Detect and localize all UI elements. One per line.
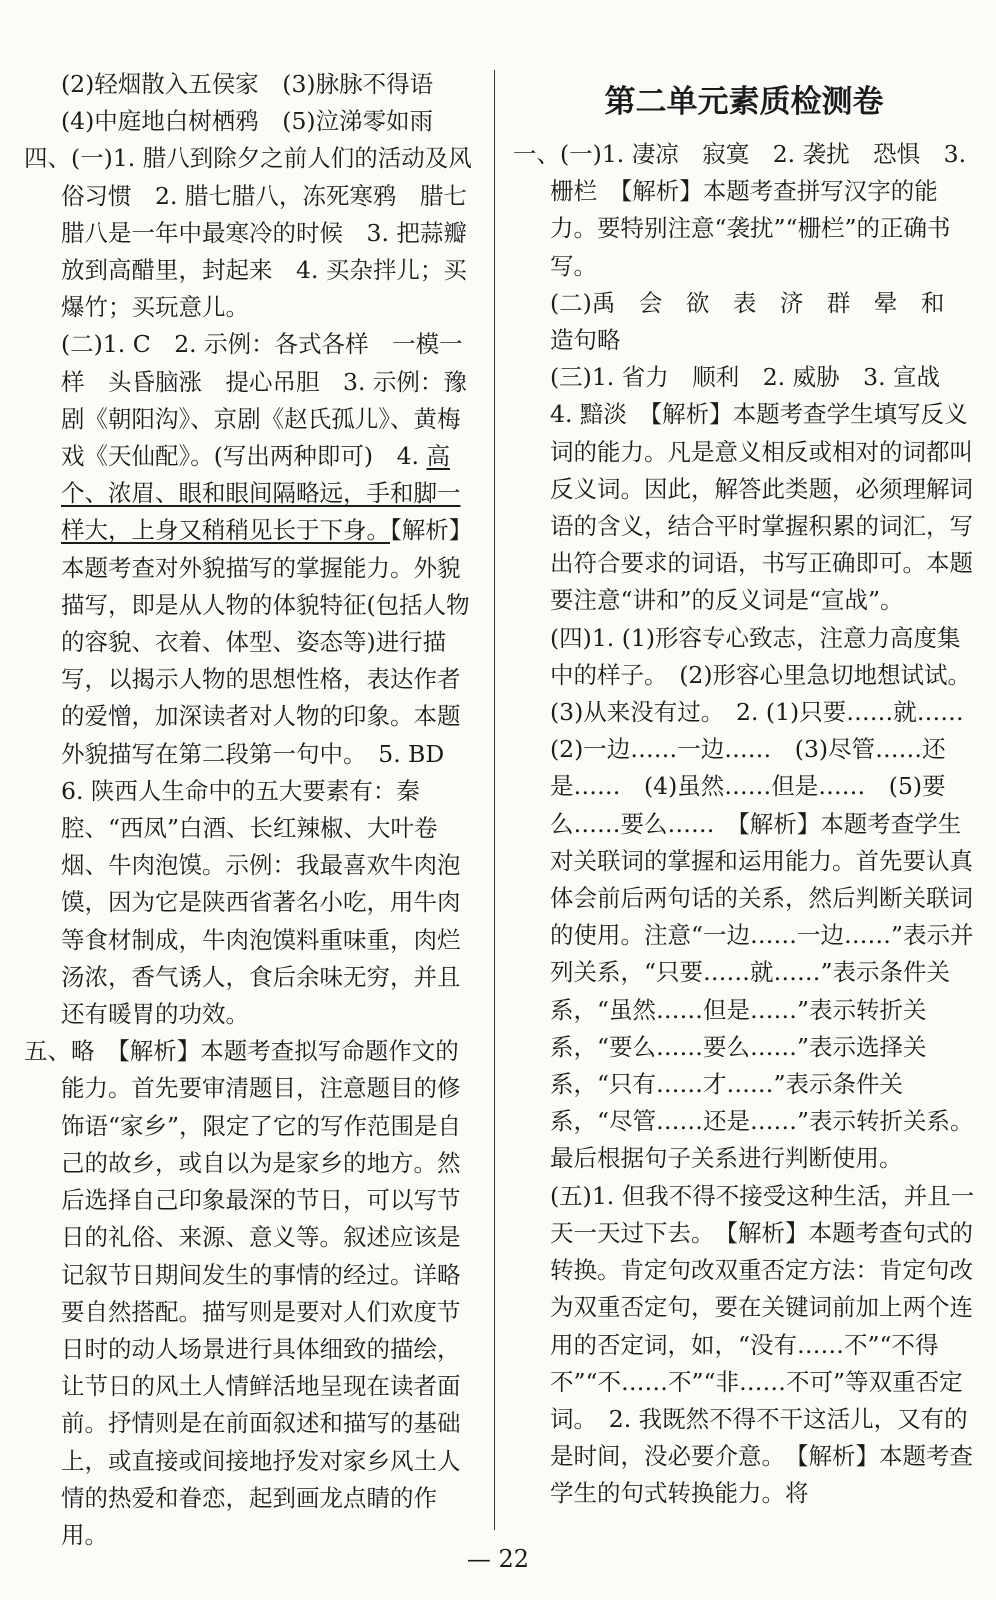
section-five: 五、略 【解析】本题考查拟写命题作文的能力。首先要审清题目，注意题目的修饰语“家乡”，限定了它的写作范围是自己的故乡，或自以为是家乡的地方。然后选择自己印象最深的节日，可以写节日的礼俗、来源、意义等。叙述应该是记叙节日期间发生的事情的经过。详略要自然搭配。描写则是要对人们欢度节日时的动人场景进行具体细致的描绘，让节日的风土人情鲜活地呈现在读者面前。抒情则是在前面叙述和描写的基础上，或直接或间接地抒发对家乡风土人情的热爱和眷恋，起到画龙点睛的作用。 [24,1037,462,1549]
answer-line: (2)轻烟散入五侯家 (3)脉脉不得语 [61,70,434,98]
right-column [513,76,988,1513]
answer-line: (4)中庭地白树栖鸦 (5)泣涕零如雨 [61,107,434,136]
text-run: 【解析】本题考查对外貌描写的掌握能力。外貌描写，即是从人物的体貌特征(包括人物的容貌、衣着、体型、姿态等)进行描写，以揭示人物的思想性格，表达作者的爱憎，加深读者对人物的印象。本题外貌描写在第二段第一句中。 5. BD 6. 陕西人生命中的五大要素有：秦腔、“西凤”白酒、长红辣椒、大叶卷烟、牛肉泡馍。示例：我最喜欢牛肉泡馍，因为它是陕西省著名小吃，用牛肉等食材制成，牛肉泡馍料重味重，肉烂汤浓，香气诱人，食后余味无穷，并且还有暖胃的功效。 [61,516,473,1029]
section-one-part-five: (五)1. 但我不得不接受这种生活，并且一天一天过下去。 【解析】本题考查句式的转换。肯定句改双重否定方法：肯定句改为双重否定句，要在关键词前加上两个连用的否定词，如，“没有……不”“不得不”“不……不”“非……不可”等双重否定词。 2. 我既然不得不干这活儿，又有的是时间，没必要介意。 【解析】本题考查学生的句式转换能力。将 [550,1181,975,1508]
underlined-answer: 高个、浓眉、眼和眼间隔略远，手和脚一样大，上身又稍稍见长于下身。 [61,442,461,545]
page-number: — 22 [466,1545,530,1573]
section-one-part-two: (二)禹 会 欲 表 济 群 晕 和 造句略 [550,288,968,355]
section-one-part-one: 一、(一)1. 凄凉 寂寞 2. 袭扰 恐惧 3. 栅栏 【解析】本题考查拼写汉字的能力。要特别注意“袭扰”“栅栏”的正确书写。 [513,140,967,280]
left-column [24,66,476,1554]
text-run: (二)1. C 2. 示例：各式各样 一模一样 头昏脑涨 提心吊胆 3. 示例：豫剧《朝阳沟》、京剧《赵氏孤儿》、黄梅戏《天仙配》。(写出两种即可) 4. [61,330,467,471]
section-one-part-three: (三)1. 省力 顺利 2. 威胁 3. 宣战 4. 黯淡 【解析】本题考查学生填写反义词的能力。凡是意义相反或相对的词都叫反义词。因此，解答此类题，必须理解词语的含义，结合平时掌握积累的词汇，写出符合要求的词语，书写正确即可。本题要注意“讲和”的反义词是“宣战”。 [550,363,973,615]
unit-title: 第二单元素质检测卷 [604,84,884,120]
section-four-part-two [24,326,476,1033]
section-four-part-one: 四、(一)1. 腊八到除夕之前人们的活动及风俗习惯 2. 腊七腊八，冻死寒鸦 腊七腊八是一年中最寒冷的时候 3. 把蒜瓣放到高醋里，封起来 4. 买杂拌儿；买爆竹；买玩意儿。 [24,144,472,322]
section-one-part-four: (四)1. (1)形容专心致志，注意力高度集中的样子。 (2)形容心里急切地想试试。 (3)从来没有过。 2. (1)只要……就…… (2)一边……一边…… (3)尽管……还是…… (4)虽然……但是…… (5)要么……要么…… 【解析】本题考查学生对关联词的掌握和运用能力。首先要认真体会前后两句话的关系，然后判断关联词的使用。注意“一边……一边……”表示并列关系，“只要……就……”表示条件关系，“虽然……但是……”表示转折关系，“要么……要么……”表示选择关系，“只有……才……”表示条件关系，“尽管……还是……”表示转折关系。最后根据句子关系进行判断使用。 [550,623,988,1173]
column-divider [494,70,495,1530]
